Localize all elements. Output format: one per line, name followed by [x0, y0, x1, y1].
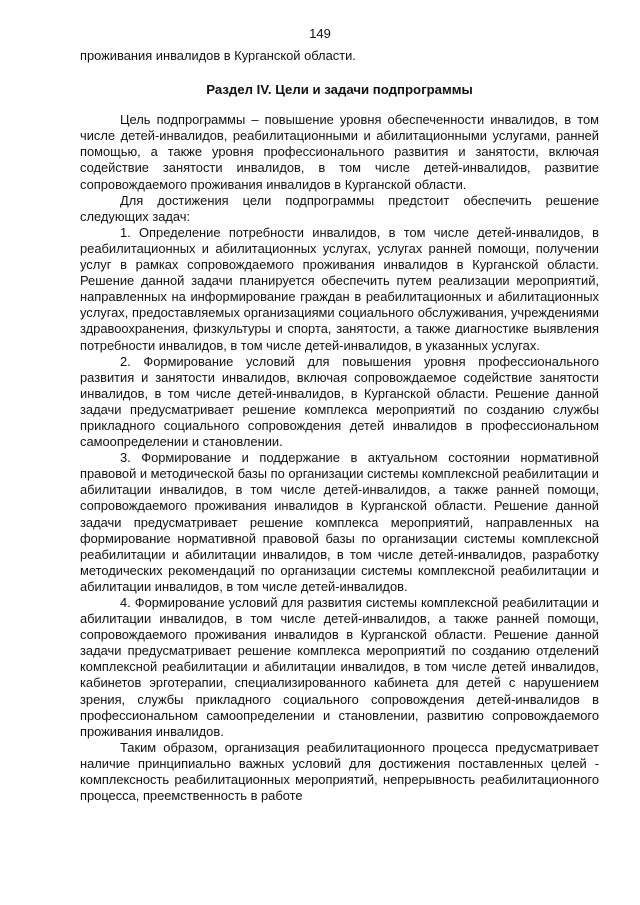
document-body	[80, 48, 599, 804]
paragraph-task-1: 1. Определение потребности инвалидов, в том числе детей-инвалидов, в реабилитационных и абилитационных услугах, услугах ранней помощи, получении услуг в рамках сопровождаемого проживания инвалидов в Курганской области. Решение данной задачи планируется обеспечить путем реализации мероприятий, направленных на информирование граждан в реабилитационных и абилитационных услугах, предоставляемых организациями социального обслуживания, учреждениями здравоохранения, физкультуры и спорта, занятости, а также диагностике выявления потребности инвалидов, в том числе детей-инвалидов, в указанных услугах.	[80, 224, 599, 353]
section-heading: Раздел IV. Цели и задачи подпрограммы	[206, 82, 473, 98]
paragraph-task-3: 3. Формирование и поддержание в актуальном состоянии нормативной правовой и методической базы по организации системы комплексной реабилитации и абилитации инвалидов, в том числе детей-инвалидов, а также ранней помощи, сопровождаемого проживания инвалидов в Курганской области. Решение данной задачи предусматривает решение комплекса мероприятий, направленных на формирование нормативной правовой базы по организации системы комплексной реабилитации и абилитации инвалидов, в том числе детей-инвалидов, разработку методических рекомендаций по организации системы комплексной реабилитации и абилитации инвалидов, в том числе детей-инвалидов.	[80, 450, 599, 594]
carryover-line: проживания инвалидов в Курганской области.	[80, 48, 356, 63]
page-number: 149	[309, 26, 331, 41]
paragraph-conclusion: Таким образом, организация реабилитационного процесса предусматривает наличие принципиально важных условий для достижения поставленных целей - комплексность реабилитационных мероприятий, непрерывность реабилитационного процесса, преемственность в работе	[80, 739, 599, 804]
paragraph-goal: Цель подпрограммы – повышение уровня обеспеченности инвалидов, в том числе детей-инвалидов, реабилитационными и абилитационными услугами, ранней помощью, а также уровня профессионального развития и занятости, включая содействие занятости инвалидов, в том числе детей-инвалидов, развитие сопровождаемого проживания инвалидов в Курганской области.	[80, 112, 599, 192]
paragraph-task-4: 4. Формирование условий для развития системы комплексной реабилитации и абилитации инвалидов, в том числе детей-инвалидов, а также ранней помощи, сопровождаемого проживания инвалидов в Курганской области. Решение данной задачи предусматривает решение комплекса мероприятий по созданию отделений комплексной реабилитации и абилитации инвалидов, в том числе детей инвалидов, кабинетов эрготерапии, специализированного кабинета для детей с нарушением зрения, службы прикладного социального сопровождения детей-инвалидов в профессиональном самоопределении и становлении, развитию сопровождаемого проживания инвалидов.	[80, 595, 599, 739]
paragraph-tasks-intro: Для достижения цели подпрограммы предстоит обеспечить решение следующих задач:	[80, 192, 599, 224]
paragraph-task-2: 2. Формирование условий для повышения уровня профессионального развития и занятости инвалидов, включая сопровождаемое содействие занятости инвалидов, в том числе детей-инвалидов, в Курганской области. Решение данной задачи предусматривает решение комплекса мероприятий по созданию службы прикладного социального сопровождения детей инвалидов в профессиональном самоопределении и становлении.	[80, 353, 599, 450]
